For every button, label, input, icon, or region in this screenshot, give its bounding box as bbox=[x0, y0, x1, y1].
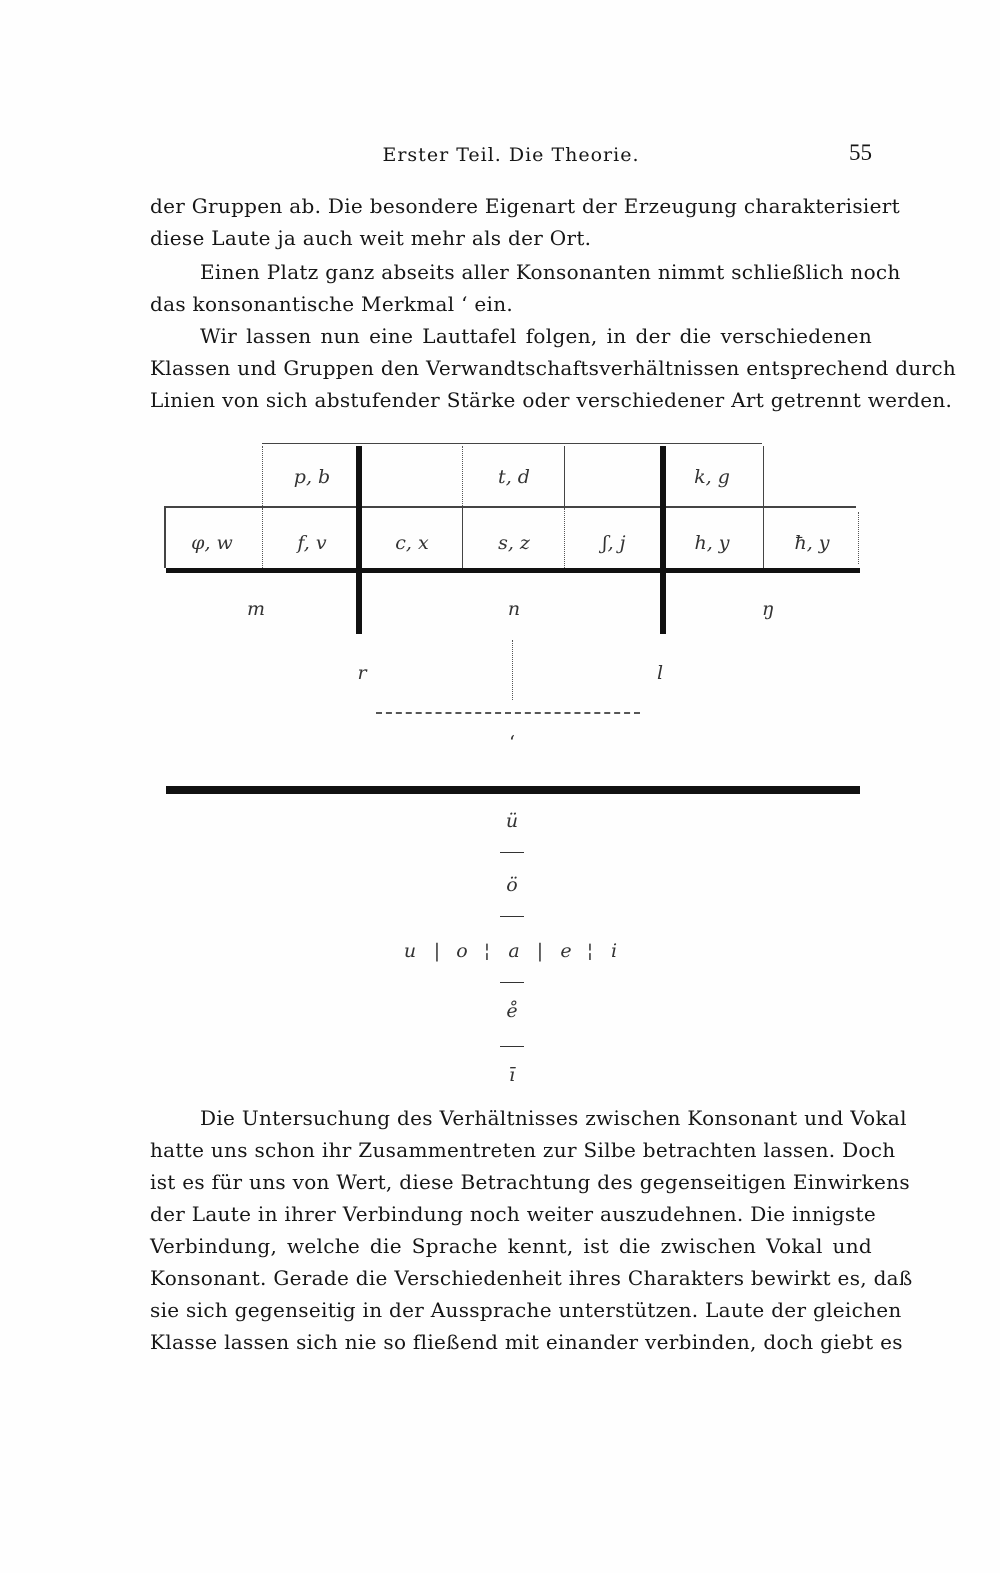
vowel-e: e bbox=[560, 940, 572, 962]
vowel-o-umlaut: ö bbox=[506, 874, 518, 896]
text-line: sie sich gegenseitig in der Aussprache unterstützen. Laute der gleichen bbox=[150, 1298, 902, 1322]
fricative-dental: c, x bbox=[395, 532, 429, 554]
row-divider bbox=[164, 506, 856, 508]
thin-divider bbox=[763, 508, 764, 568]
consonant-vowel-divider bbox=[166, 786, 860, 794]
consonant-mark: ‘ bbox=[508, 732, 516, 754]
text-line: Klassen und Gruppen den Verwandtschaftsverhältnissen entsprechend durch bbox=[150, 356, 957, 380]
vowel-separator: ¦ bbox=[586, 940, 594, 962]
text-line: Konsonant. Gerade die Verschiedenheit ihres Charakters bewirkt es, daß bbox=[150, 1266, 913, 1290]
text-line: Klasse lassen sich nie so fließend mit einander verbinden, doch giebt es bbox=[150, 1330, 903, 1354]
thick-divider bbox=[356, 446, 362, 506]
thin-divider bbox=[164, 506, 166, 568]
stop-velar: k, g bbox=[694, 466, 730, 488]
nasal-labial: m bbox=[246, 598, 266, 620]
vowel-bar bbox=[500, 1046, 524, 1047]
fricative-labiodental: f, v bbox=[297, 532, 327, 554]
dotted-divider bbox=[512, 640, 513, 700]
text-line: der Gruppen ab. Die besondere Eigenart der Erzeugung charakterisiert bbox=[150, 194, 900, 218]
page-number: 55 bbox=[849, 140, 872, 165]
text-line: Einen Platz ganz abseits aller Konsonanten nimmt schließlich noch bbox=[200, 260, 901, 284]
thick-divider bbox=[660, 446, 666, 506]
vowel-u: u bbox=[403, 940, 417, 962]
text-line: Verbindung, welche die Sprache kennt, ist die zwischen Vokal und bbox=[150, 1234, 872, 1258]
fricative-bilabial: φ, w bbox=[191, 532, 233, 554]
thin-divider bbox=[462, 508, 463, 568]
thick-divider bbox=[660, 506, 666, 572]
dotted-divider bbox=[564, 508, 565, 568]
thick-divider bbox=[660, 572, 666, 634]
thick-divider bbox=[356, 506, 362, 572]
paragraph-3 bbox=[150, 320, 957, 416]
vowel-u-umlaut: ü bbox=[505, 810, 519, 832]
dotted-divider bbox=[858, 512, 859, 564]
text-line: Linien von sich abstufender Stärke oder verschiedener Art getrennt werden. bbox=[150, 388, 953, 412]
vowel-i: i bbox=[610, 940, 618, 962]
nasal-dental: n bbox=[507, 598, 521, 620]
text-line: Wir lassen nun eine Lauttafel folgen, in der die verschiedenen bbox=[200, 324, 872, 348]
paragraph-2 bbox=[150, 256, 901, 320]
running-title: Erster Teil. Die Theorie. bbox=[382, 144, 640, 166]
dotted-divider bbox=[262, 508, 263, 568]
fricative-velar: h, y bbox=[694, 532, 730, 554]
dotted-divider bbox=[462, 446, 463, 506]
text-line: ist es für uns von Wert, diese Betrachtung des gegenseitigen Einwirkens bbox=[150, 1170, 910, 1194]
table-top-line bbox=[262, 443, 762, 444]
vowel-separator: | bbox=[536, 940, 544, 962]
liquid-r: r bbox=[357, 662, 367, 684]
vowel-separator: | bbox=[433, 940, 441, 962]
thin-divider bbox=[763, 446, 764, 506]
text-line: hatte uns schon ihr Zusammentreten zur Silbe betrachten lassen. Doch bbox=[150, 1138, 896, 1162]
text-line: das konsonantische Merkmal ‘ ein. bbox=[150, 292, 514, 316]
nasal-velar: ŋ bbox=[761, 598, 775, 620]
vowel-a: a bbox=[508, 940, 520, 962]
dotted-divider bbox=[262, 446, 263, 506]
stop-dental: t, d bbox=[498, 466, 530, 488]
vowel-separator: ¦ bbox=[483, 940, 491, 962]
vowel-bar bbox=[500, 916, 524, 917]
vowel-bar bbox=[500, 982, 524, 983]
fricative-uvular: ħ, y bbox=[794, 532, 830, 554]
vowel-i-macron: ī bbox=[508, 1064, 516, 1086]
vowel-o: o bbox=[456, 940, 468, 962]
fricative-alveolar: s, z bbox=[498, 532, 530, 554]
stop-labial: p, b bbox=[293, 466, 331, 488]
vowel-bar bbox=[500, 852, 524, 853]
consonant-class-divider bbox=[166, 568, 860, 573]
fricative-palatal: ʃ, j bbox=[602, 532, 626, 554]
thin-divider bbox=[564, 446, 565, 506]
dash-dot-line bbox=[376, 712, 640, 714]
running-head bbox=[150, 140, 872, 172]
paragraph-4 bbox=[150, 1102, 913, 1358]
vowel-e-ring: e̊ bbox=[506, 1000, 518, 1022]
paragraph-1 bbox=[150, 190, 900, 254]
liquid-l: l bbox=[656, 662, 664, 684]
text-line: Die Untersuchung des Verhältnisses zwischen Konsonant und Vokal bbox=[200, 1106, 907, 1130]
thick-divider bbox=[356, 572, 362, 634]
text-line: der Laute in ihrer Verbindung noch weiter auszudehnen. Die innigste bbox=[150, 1202, 876, 1226]
text-line: diese Laute ja auch weit mehr als der Ort. bbox=[150, 226, 592, 250]
